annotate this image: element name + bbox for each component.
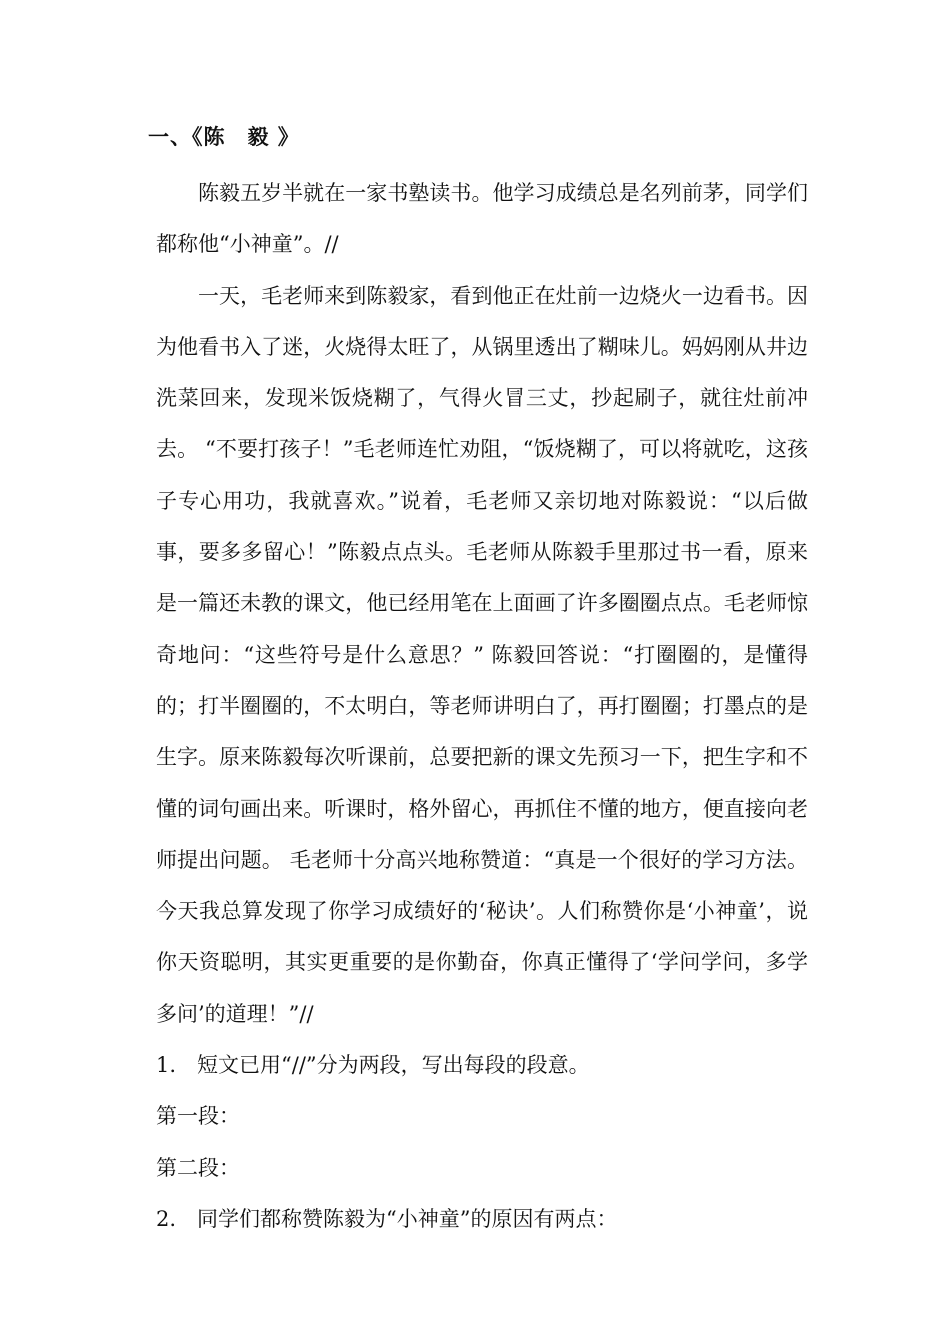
paragraph-2: 一天，毛老师来到陈毅家，看到他正在灶前一边烧火一边看书。因为他看书入了迷，火烧得太旺了，从锅里透出了糊味儿。妈妈刚从井边洗菜回来，发现米饭烧糊了，气得火冒三丈，抄起刷子，就往灶前冲去。 “不要打孩子！”毛老师连忙劝阻，“饭烧糊了，可以将就吃，这孩子专心用功，我就喜欢。”说着，毛老师又亲切地对陈毅说：“以后做事，要多多留心！”陈毅点点头。毛老师从陈毅手里那过书一看，原来是一篇还未教的课文，他已经用笔在上面画了许多圈圈点点。毛老师惊奇地问：“这些符号是什么意思？” 陈毅回答说：“打圈圈的，是懂得的；打半圈圈的，不太明白，等老师讲明白了，再打圈圈；打墨点的是生字。原来陈毅每次听课前，总要把新的课文先预习一下，把生字和不懂的词句画出来。听课时，格外留心，再抓住不懂的地方，便直接向老师提出问题。 毛老师十分高兴地称赞道：“真是一个很好的学习方法。今天我总算发现了你学习成绩好的‘秘诀’。人们称赞你是‘小神童’，说你天资聪明，其实更重要的是你勤奋，你真正懂得了‘学问学问，多学多问’的道理！”// [156,283,808,1026]
document-title: 一、《陈 毅 》 [148,125,300,149]
paragraph-1: 陈毅五岁半就在一家书塾读书。他学习成绩总是名列前茅，同学们都称他“小神童”。// [156,181,808,257]
question-2: 2. 同学们都称赞陈毅为“小神童”的原因有两点： [156,1206,618,1231]
document-page [148,116,808,1245]
answer-label-paragraph-2: 第二段： [156,1155,240,1180]
question-1: 1. 短文已用“//”分为两段，写出每段的段意。 [156,1053,590,1078]
answer-label-paragraph-1: 第一段： [156,1104,240,1129]
